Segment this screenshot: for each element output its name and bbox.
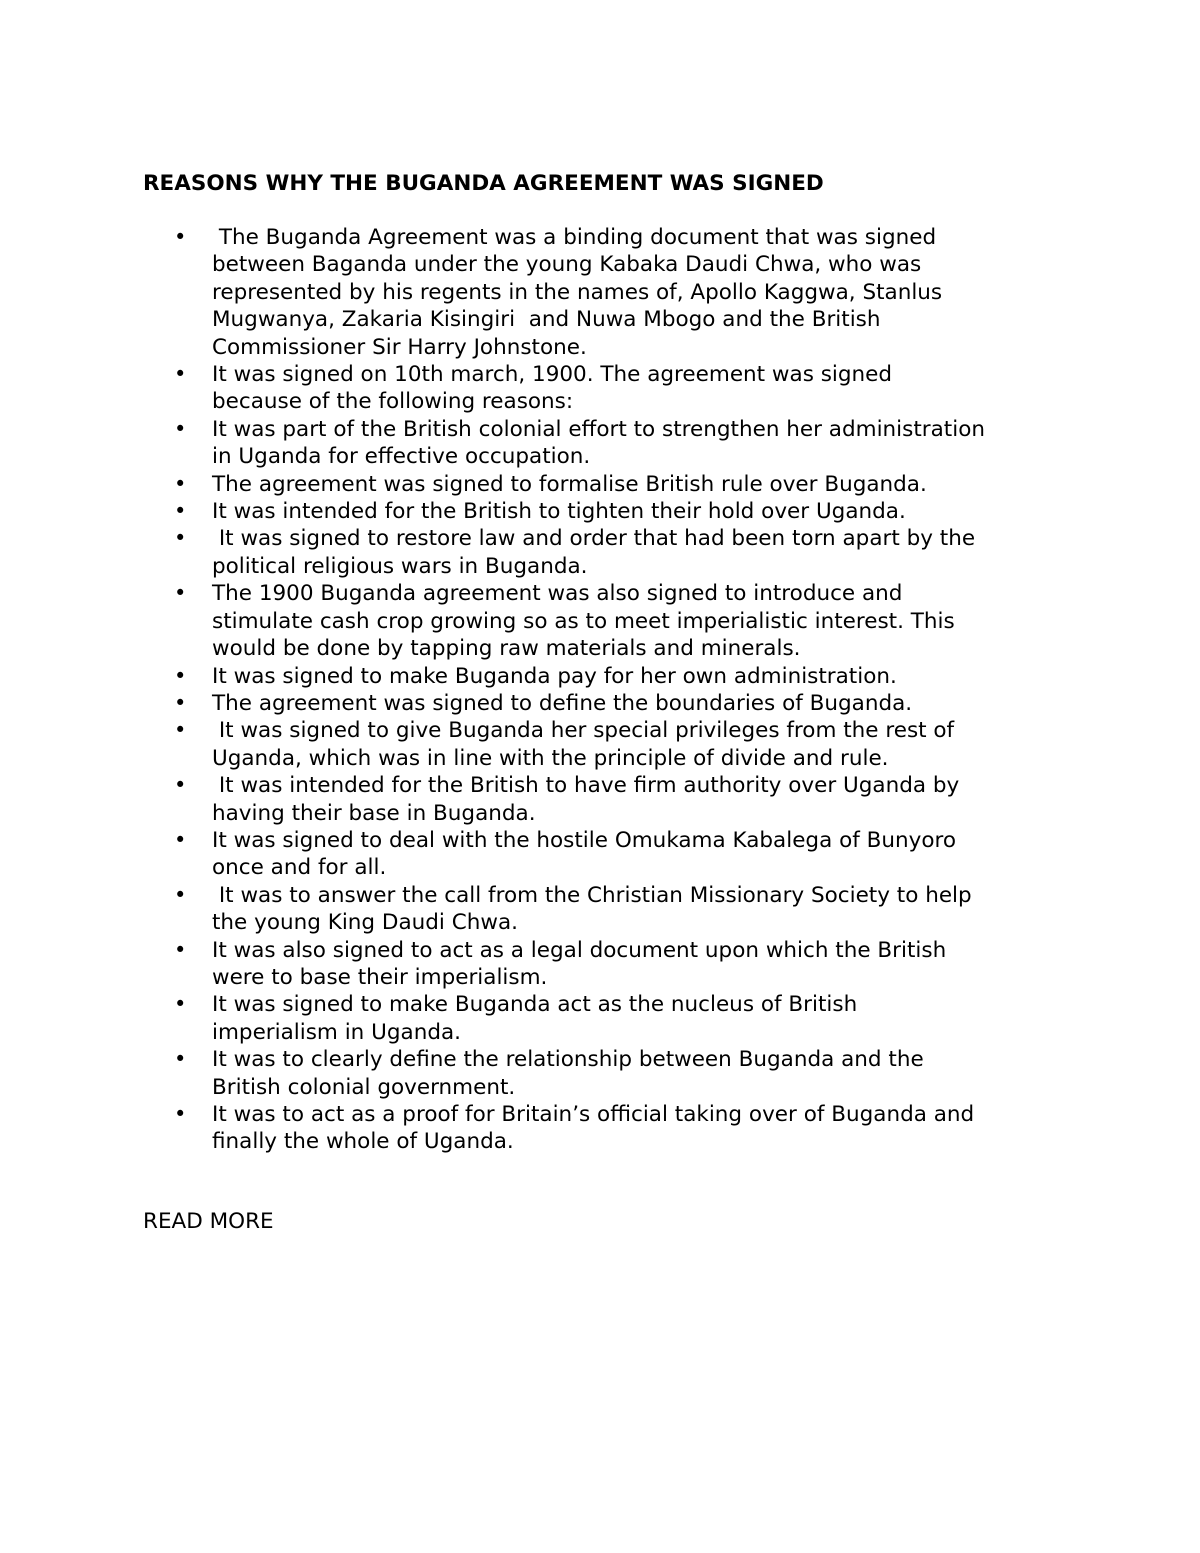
- list-item-line: because of the following reasons:: [212, 389, 574, 415]
- list-item: [0, 690, 1072, 717]
- list-item-line: imperialism in Uganda.: [212, 1019, 461, 1045]
- bullet-icon: •: [174, 581, 187, 606]
- list-item-line: British colonial government.: [212, 1074, 516, 1100]
- list-item-line: Uganda, which was in line with the principle of divide and rule.: [212, 745, 889, 771]
- list-item: [0, 1101, 1072, 1156]
- list-item: [0, 772, 1072, 827]
- bullet-icon: •: [174, 362, 187, 387]
- list-item-line: represented by his regents in the names of, Apollo Kaggwa, Stanlus: [212, 279, 943, 305]
- list-item: [0, 937, 1072, 992]
- list-item-line: The agreement was signed to define the boundaries of Buganda.: [212, 690, 913, 716]
- bullet-icon: •: [174, 225, 187, 249]
- list-item-line: It was to act as a proof for Britain’s official taking over of Buganda and: [212, 1102, 975, 1127]
- list-item: [0, 882, 1072, 937]
- list-item: [0, 580, 1072, 662]
- list-item-line: It was signed to deal with the hostile Omukama Kabalega of Bunyoro: [212, 827, 957, 853]
- document-title: REASONS WHY THE BUGANDA AGREEMENT WAS SIGNED: [143, 171, 824, 196]
- bullet-icon: •: [174, 1047, 187, 1072]
- bullet-icon: •: [174, 937, 187, 962]
- list-item-line: were to base their imperialism.: [212, 964, 548, 990]
- bullet-icon: •: [174, 992, 187, 1017]
- bullet-icon: •: [174, 663, 187, 688]
- list-item-line: stimulate cash crop growing so as to meet imperialistic interest. This: [212, 608, 955, 634]
- list-item-line: It was signed on 10th march, 1900. The agreement was signed: [212, 362, 893, 388]
- list-item: [0, 471, 1072, 498]
- list-item-line: in Uganda for effective occupation.: [212, 444, 591, 470]
- list-item: [0, 663, 1072, 690]
- list-item-line: the young King Daudi Chwa.: [212, 910, 518, 936]
- list-item-line: finally the whole of Uganda.: [212, 1129, 514, 1155]
- bullet-icon: •: [174, 690, 187, 715]
- bullet-icon: •: [174, 499, 187, 524]
- list-item-line: It was signed to make Buganda act as the nucleus of British: [212, 992, 858, 1018]
- list-item-line: between Baganda under the young Kabaka Daudi Chwa, who was: [212, 252, 922, 278]
- list-item-line: It was also signed to act as a legal document upon which the British: [212, 937, 947, 963]
- list-item: [0, 416, 1072, 471]
- list-item: [0, 361, 1072, 416]
- list-item-line: The Buganda Agreement was a binding document that was signed: [212, 225, 937, 250]
- list-item-line: It was to clearly define the relationship between Buganda and the: [212, 1047, 924, 1073]
- list-item-line: The 1900 Buganda agreement was also signed to introduce and: [212, 581, 903, 607]
- bullet-icon: •: [174, 827, 187, 852]
- bullet-icon: •: [174, 471, 187, 496]
- list-item-line: would be done by tapping raw materials and minerals.: [212, 636, 801, 662]
- list-item: [0, 717, 1072, 772]
- list-item-line: It was intended for the British to have firm authority over Uganda by: [212, 773, 960, 799]
- list-item-line: It was part of the British colonial effort to strengthen her administration: [212, 416, 985, 442]
- list-item: [0, 827, 1072, 882]
- bullet-icon: •: [174, 526, 187, 551]
- list-item: [0, 991, 1072, 1046]
- list-item-line: Mugwanya, Zakaria Kisingiri and Nuwa Mbogo and the British: [212, 307, 881, 333]
- bullet-icon: •: [174, 718, 187, 743]
- list-item: [0, 525, 1072, 580]
- bullet-icon: •: [174, 1102, 187, 1126]
- list-item-line: Commissioner Sir Harry Johnstone.: [212, 334, 587, 360]
- list-item-line: It was signed to restore law and order that had been torn apart by the: [212, 526, 976, 552]
- bullet-icon: •: [174, 416, 187, 441]
- bullet-icon: •: [174, 773, 187, 798]
- read-more-link[interactable]: READ MORE: [143, 1209, 274, 1234]
- list-item-line: It was signed to make Buganda pay for her own administration.: [212, 663, 897, 689]
- list-item-line: political religious wars in Buganda.: [212, 553, 588, 579]
- list-item: [0, 224, 1072, 361]
- bullet-icon: •: [174, 882, 187, 907]
- list-item: [0, 498, 1072, 525]
- list-item-line: It was to answer the call from the Christian Missionary Society to help: [212, 882, 972, 908]
- list-item-line: The agreement was signed to formalise British rule over Buganda.: [212, 471, 927, 497]
- list-item-line: having their base in Buganda.: [212, 800, 536, 826]
- reasons-list: [0, 224, 1200, 1156]
- list-item-line: once and for all.: [212, 855, 387, 881]
- list-item-line: It was signed to give Buganda her special privileges from the rest of: [212, 718, 955, 744]
- list-item: [0, 1046, 1072, 1101]
- list-item-line: It was intended for the British to tighten their hold over Uganda.: [212, 499, 906, 525]
